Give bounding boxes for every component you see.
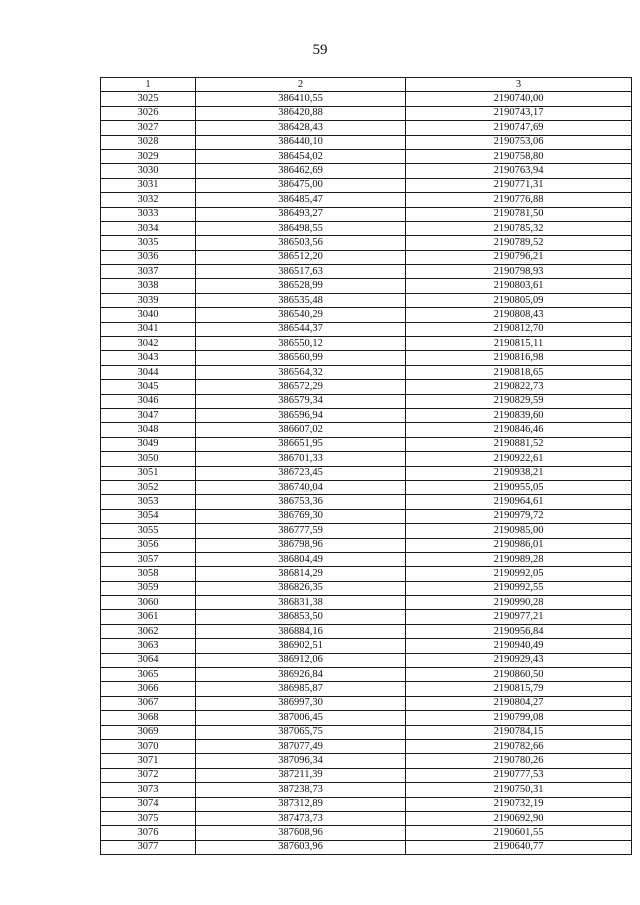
- table-row: [101, 423, 632, 437]
- y-coordinate-cell: 2190956,84: [406, 624, 632, 638]
- point-number-cell: 3037: [101, 265, 196, 279]
- column-header-1: 1: [101, 78, 196, 92]
- point-number-cell: 3060: [101, 596, 196, 610]
- y-coordinate-cell: 2190881,52: [406, 437, 632, 451]
- point-number-cell: 3039: [101, 293, 196, 307]
- table-row: [101, 380, 632, 394]
- x-coordinate-cell: 386985,87: [196, 682, 406, 696]
- y-coordinate-cell: 2190940,49: [406, 639, 632, 653]
- x-coordinate-cell: 386902,51: [196, 639, 406, 653]
- point-number-cell: 3053: [101, 495, 196, 509]
- y-coordinate-cell: 2190743,17: [406, 106, 632, 120]
- y-coordinate-cell: 2190796,21: [406, 250, 632, 264]
- point-number-cell: 3077: [101, 840, 196, 854]
- point-number-cell: 3034: [101, 221, 196, 235]
- x-coordinate-cell: 386498,55: [196, 221, 406, 235]
- table-row: [101, 596, 632, 610]
- point-number-cell: 3028: [101, 135, 196, 149]
- table-row: [101, 754, 632, 768]
- column-header-2: 2: [196, 78, 406, 92]
- y-coordinate-cell: 2190985,00: [406, 524, 632, 538]
- point-number-cell: 3045: [101, 380, 196, 394]
- point-number-cell: 3026: [101, 106, 196, 120]
- table-row: [101, 653, 632, 667]
- point-number-cell: 3044: [101, 365, 196, 379]
- y-coordinate-cell: 2190986,01: [406, 538, 632, 552]
- y-coordinate-cell: 2190812,70: [406, 322, 632, 336]
- point-number-cell: 3031: [101, 178, 196, 192]
- x-coordinate-cell: 386723,45: [196, 466, 406, 480]
- x-coordinate-cell: 386912,06: [196, 653, 406, 667]
- column-header-3: 3: [406, 78, 632, 92]
- y-coordinate-cell: 2190992,55: [406, 581, 632, 595]
- y-coordinate-cell: 2190771,31: [406, 178, 632, 192]
- point-number-cell: 3073: [101, 783, 196, 797]
- point-number-cell: 3069: [101, 725, 196, 739]
- coordinates-table: [100, 77, 632, 855]
- y-coordinate-cell: 2190805,09: [406, 293, 632, 307]
- point-number-cell: 3061: [101, 610, 196, 624]
- table-row: [101, 308, 632, 322]
- point-number-cell: 3049: [101, 437, 196, 451]
- table-row: [101, 337, 632, 351]
- x-coordinate-cell: 386884,16: [196, 624, 406, 638]
- page-number: 59: [312, 42, 328, 58]
- point-number-cell: 3040: [101, 308, 196, 322]
- point-number-cell: 3058: [101, 567, 196, 581]
- table-header: [101, 78, 632, 92]
- y-coordinate-cell: 2190785,32: [406, 221, 632, 235]
- table-row: [101, 610, 632, 624]
- table-row: [101, 394, 632, 408]
- table-row: [101, 797, 632, 811]
- table-body: [101, 92, 632, 855]
- y-coordinate-cell: 2190601,55: [406, 826, 632, 840]
- table-row: [101, 783, 632, 797]
- x-coordinate-cell: 387603,96: [196, 840, 406, 854]
- table-row: [101, 221, 632, 235]
- x-coordinate-cell: 387006,45: [196, 711, 406, 725]
- point-number-cell: 3042: [101, 337, 196, 351]
- x-coordinate-cell: 386564,32: [196, 365, 406, 379]
- point-number-cell: 3064: [101, 653, 196, 667]
- x-coordinate-cell: 386853,50: [196, 610, 406, 624]
- table-row: [101, 265, 632, 279]
- x-coordinate-cell: 386777,59: [196, 524, 406, 538]
- y-coordinate-cell: 2190782,66: [406, 739, 632, 753]
- point-number-cell: 3059: [101, 581, 196, 595]
- table-row: [101, 106, 632, 120]
- table-row: [101, 351, 632, 365]
- x-coordinate-cell: 386535,48: [196, 293, 406, 307]
- x-coordinate-cell: 387096,34: [196, 754, 406, 768]
- point-number-cell: 3038: [101, 279, 196, 293]
- table-row: [101, 408, 632, 422]
- table-row: [101, 92, 632, 106]
- table-row: [101, 639, 632, 653]
- point-number-cell: 3068: [101, 711, 196, 725]
- y-coordinate-cell: 2190776,88: [406, 193, 632, 207]
- table-row: [101, 193, 632, 207]
- table-row: [101, 322, 632, 336]
- y-coordinate-cell: 2190979,72: [406, 509, 632, 523]
- y-coordinate-cell: 2190818,65: [406, 365, 632, 379]
- point-number-cell: 3035: [101, 236, 196, 250]
- table-row: [101, 524, 632, 538]
- point-number-cell: 3072: [101, 768, 196, 782]
- y-coordinate-cell: 2190816,98: [406, 351, 632, 365]
- table-row: [101, 696, 632, 710]
- x-coordinate-cell: 386503,56: [196, 236, 406, 250]
- x-coordinate-cell: 386454,02: [196, 149, 406, 163]
- point-number-cell: 3066: [101, 682, 196, 696]
- x-coordinate-cell: 386493,27: [196, 207, 406, 221]
- table-row: [101, 581, 632, 595]
- x-coordinate-cell: 387473,73: [196, 811, 406, 825]
- x-coordinate-cell: 386701,33: [196, 452, 406, 466]
- x-coordinate-cell: 387312,89: [196, 797, 406, 811]
- y-coordinate-cell: 2190815,11: [406, 337, 632, 351]
- point-number-cell: 3048: [101, 423, 196, 437]
- table-row: [101, 207, 632, 221]
- point-number-cell: 3062: [101, 624, 196, 638]
- point-number-cell: 3074: [101, 797, 196, 811]
- table-row: [101, 538, 632, 552]
- x-coordinate-cell: 386550,12: [196, 337, 406, 351]
- y-coordinate-cell: 2190780,26: [406, 754, 632, 768]
- y-coordinate-cell: 2190955,05: [406, 480, 632, 494]
- table-row: [101, 437, 632, 451]
- y-coordinate-cell: 2190922,61: [406, 452, 632, 466]
- y-coordinate-cell: 2190640,77: [406, 840, 632, 854]
- y-coordinate-cell: 2190938,21: [406, 466, 632, 480]
- point-number-cell: 3025: [101, 92, 196, 106]
- point-number-cell: 3051: [101, 466, 196, 480]
- table-row: [101, 466, 632, 480]
- y-coordinate-cell: 2190740,00: [406, 92, 632, 106]
- table-row: [101, 826, 632, 840]
- y-coordinate-cell: 2190992,05: [406, 567, 632, 581]
- table-row: [101, 668, 632, 682]
- table-row: [101, 624, 632, 638]
- x-coordinate-cell: 386485,47: [196, 193, 406, 207]
- point-number-cell: 3041: [101, 322, 196, 336]
- y-coordinate-cell: 2190692,90: [406, 811, 632, 825]
- x-coordinate-cell: 386512,20: [196, 250, 406, 264]
- table-row: [101, 279, 632, 293]
- table-row: [101, 452, 632, 466]
- x-coordinate-cell: 387608,96: [196, 826, 406, 840]
- table-row: [101, 840, 632, 854]
- y-coordinate-cell: 2190829,59: [406, 394, 632, 408]
- y-coordinate-cell: 2190750,31: [406, 783, 632, 797]
- x-coordinate-cell: 387065,75: [196, 725, 406, 739]
- x-coordinate-cell: 386517,63: [196, 265, 406, 279]
- y-coordinate-cell: 2190784,15: [406, 725, 632, 739]
- point-number-cell: 3067: [101, 696, 196, 710]
- point-number-cell: 3075: [101, 811, 196, 825]
- table-row: [101, 135, 632, 149]
- table-row: [101, 178, 632, 192]
- x-coordinate-cell: 386769,30: [196, 509, 406, 523]
- table-row: [101, 811, 632, 825]
- x-coordinate-cell: 386596,94: [196, 408, 406, 422]
- x-coordinate-cell: 386831,38: [196, 596, 406, 610]
- y-coordinate-cell: 2190747,69: [406, 121, 632, 135]
- point-number-cell: 3046: [101, 394, 196, 408]
- table-row: [101, 567, 632, 581]
- point-number-cell: 3071: [101, 754, 196, 768]
- point-number-cell: 3076: [101, 826, 196, 840]
- y-coordinate-cell: 2190964,61: [406, 495, 632, 509]
- y-coordinate-cell: 2190804,27: [406, 696, 632, 710]
- x-coordinate-cell: 386926,84: [196, 668, 406, 682]
- y-coordinate-cell: 2190781,50: [406, 207, 632, 221]
- table-row: [101, 121, 632, 135]
- x-coordinate-cell: 386475,00: [196, 178, 406, 192]
- y-coordinate-cell: 2190803,61: [406, 279, 632, 293]
- y-coordinate-cell: 2190753,06: [406, 135, 632, 149]
- point-number-cell: 3050: [101, 452, 196, 466]
- point-number-cell: 3063: [101, 639, 196, 653]
- table-row: [101, 711, 632, 725]
- point-number-cell: 3043: [101, 351, 196, 365]
- x-coordinate-cell: 386572,29: [196, 380, 406, 394]
- point-number-cell: 3029: [101, 149, 196, 163]
- x-coordinate-cell: 386428,43: [196, 121, 406, 135]
- x-coordinate-cell: 386579,34: [196, 394, 406, 408]
- point-number-cell: 3033: [101, 207, 196, 221]
- table-row: [101, 293, 632, 307]
- point-number-cell: 3032: [101, 193, 196, 207]
- x-coordinate-cell: 386560,99: [196, 351, 406, 365]
- table-row: [101, 739, 632, 753]
- y-coordinate-cell: 2190860,50: [406, 668, 632, 682]
- point-number-cell: 3030: [101, 164, 196, 178]
- y-coordinate-cell: 2190763,94: [406, 164, 632, 178]
- point-number-cell: 3070: [101, 739, 196, 753]
- y-coordinate-cell: 2190839,60: [406, 408, 632, 422]
- table-row: [101, 509, 632, 523]
- x-coordinate-cell: 386804,49: [196, 552, 406, 566]
- x-coordinate-cell: 386528,99: [196, 279, 406, 293]
- table-row: [101, 768, 632, 782]
- y-coordinate-cell: 2190758,80: [406, 149, 632, 163]
- x-coordinate-cell: 386440,10: [196, 135, 406, 149]
- y-coordinate-cell: 2190777,53: [406, 768, 632, 782]
- y-coordinate-cell: 2190822,73: [406, 380, 632, 394]
- x-coordinate-cell: 386651,95: [196, 437, 406, 451]
- table-row: [101, 149, 632, 163]
- x-coordinate-cell: 386826,35: [196, 581, 406, 595]
- table-row: [101, 682, 632, 696]
- point-number-cell: 3055: [101, 524, 196, 538]
- y-coordinate-cell: 2190799,08: [406, 711, 632, 725]
- x-coordinate-cell: 386798,96: [196, 538, 406, 552]
- point-number-cell: 3065: [101, 668, 196, 682]
- y-coordinate-cell: 2190732,19: [406, 797, 632, 811]
- table-row: [101, 552, 632, 566]
- y-coordinate-cell: 2190990,28: [406, 596, 632, 610]
- y-coordinate-cell: 2190789,52: [406, 236, 632, 250]
- x-coordinate-cell: 386753,36: [196, 495, 406, 509]
- table-row: [101, 236, 632, 250]
- y-coordinate-cell: 2190798,93: [406, 265, 632, 279]
- point-number-cell: 3047: [101, 408, 196, 422]
- y-coordinate-cell: 2190989,28: [406, 552, 632, 566]
- x-coordinate-cell: 387238,73: [196, 783, 406, 797]
- x-coordinate-cell: 386420,88: [196, 106, 406, 120]
- x-coordinate-cell: 386740,04: [196, 480, 406, 494]
- table-row: [101, 365, 632, 379]
- y-coordinate-cell: 2190808,43: [406, 308, 632, 322]
- x-coordinate-cell: 386410,55: [196, 92, 406, 106]
- x-coordinate-cell: 386814,29: [196, 567, 406, 581]
- x-coordinate-cell: 386462,69: [196, 164, 406, 178]
- x-coordinate-cell: 387077,49: [196, 739, 406, 753]
- point-number-cell: 3036: [101, 250, 196, 264]
- point-number-cell: 3027: [101, 121, 196, 135]
- table-row: [101, 250, 632, 264]
- table-row: [101, 725, 632, 739]
- y-coordinate-cell: 2190815,79: [406, 682, 632, 696]
- point-number-cell: 3056: [101, 538, 196, 552]
- x-coordinate-cell: 386540,29: [196, 308, 406, 322]
- x-coordinate-cell: 386544,37: [196, 322, 406, 336]
- x-coordinate-cell: 387211,39: [196, 768, 406, 782]
- y-coordinate-cell: 2190929,43: [406, 653, 632, 667]
- point-number-cell: 3054: [101, 509, 196, 523]
- y-coordinate-cell: 2190846,46: [406, 423, 632, 437]
- point-number-cell: 3052: [101, 480, 196, 494]
- y-coordinate-cell: 2190977,21: [406, 610, 632, 624]
- table-row: [101, 495, 632, 509]
- table-row: [101, 164, 632, 178]
- x-coordinate-cell: 386997,30: [196, 696, 406, 710]
- table-row: [101, 480, 632, 494]
- header-row: [101, 78, 632, 92]
- x-coordinate-cell: 386607,02: [196, 423, 406, 437]
- point-number-cell: 3057: [101, 552, 196, 566]
